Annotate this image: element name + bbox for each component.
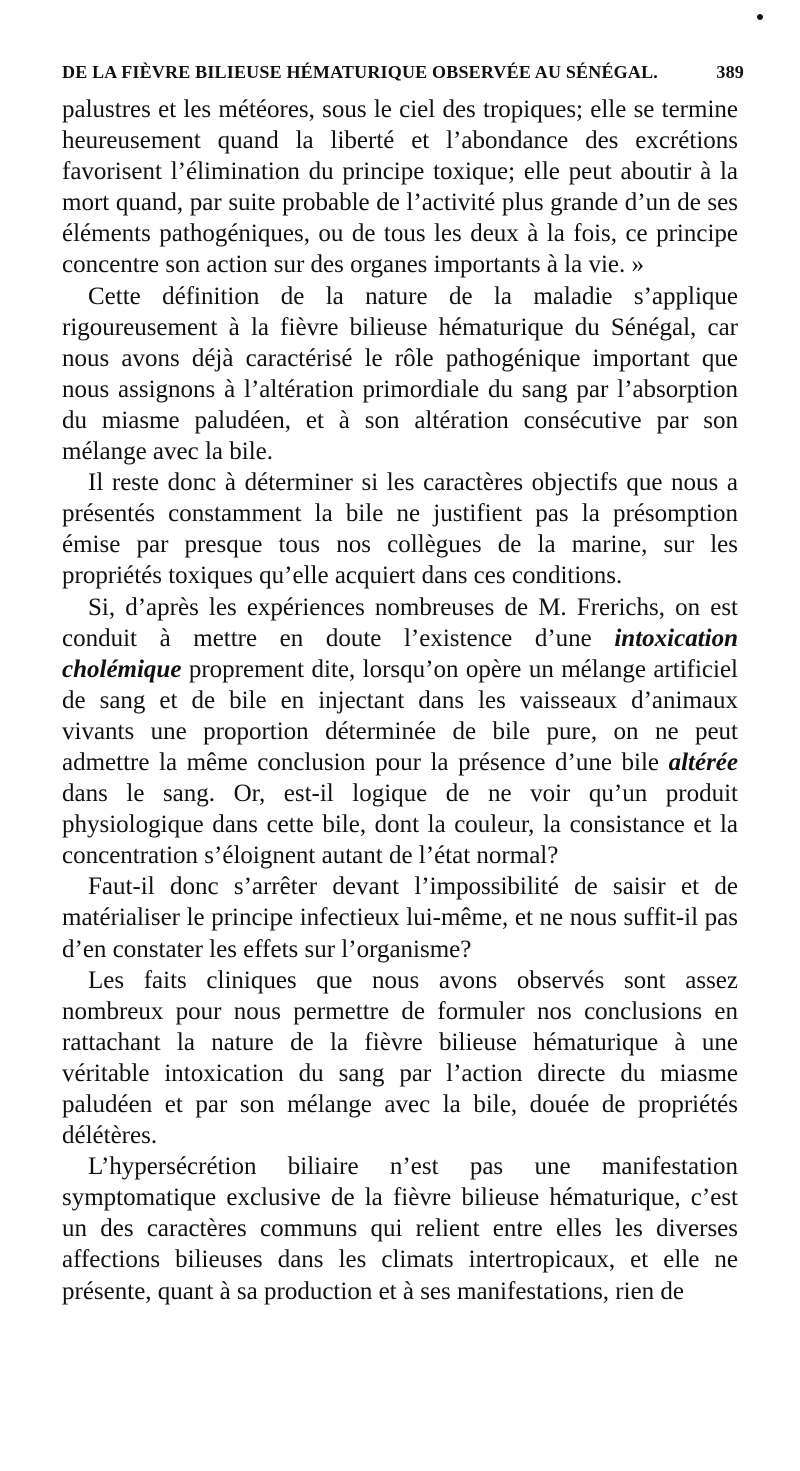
paragraph-4-text-b: proprement dite, lorsqu’on opère un mélange artificiel de sang et de bile en injectant dans les vaisseaux d’animaux vivants une proportion déterminée de bile pure, on ne peut admettre la même conclusion pour la présence d’une bile	[62, 655, 738, 776]
paragraph-5: Faut-il donc s’arrêter devant l’impossibilité de saisir et de matérialiser le principe infectieux lui-même, et ne nous suffit-il pas d’en constater les effets sur l’organisme?	[62, 873, 738, 963]
page-body	[62, 94, 738, 1307]
page-number: 389	[716, 62, 744, 82]
running-header	[62, 62, 744, 83]
paragraph-4-text-c: dans le sang. Or, est-il logique de ne voir qu’un produit physiologique dans cette bile, dont la couleur, la consistance et la concentration s’éloignent autant de l’état normal?	[62, 780, 738, 870]
paragraph-2: Cette définition de la nature de la maladie s’applique rigoureusement à la fièvre bilieuse hématurique du Sénégal, car nous avons déjà caractérisé le rôle pathogénique important que nous assignons à l’altération primordiale du sang par l’absorption du miasme paludéen, et à son altération consécutive par son mélange avec la bile.	[62, 282, 738, 466]
running-title: DE LA FIÈVRE BILIEUSE HÉMATURIQUE OBSERVÉE AU SÉNÉGAL.	[62, 62, 658, 82]
italic-term-alteree: altérée	[668, 748, 738, 776]
italic-term-intoxication: intoxication cholémique	[62, 624, 738, 683]
paragraph-6: Les faits cliniques que nous avons observés sont assez nombreux pour nous permettre de formuler nos conclusions en rattachant la nature de la fièvre bilieuse hématurique à une véritable intoxication du sang par l’action directe du miasme paludéen et par son mélange avec la bile, douée de propriétés délétères.	[62, 966, 738, 1150]
paragraph-4-text-a: Si, d’après les expériences nombreuses de M. Frerichs, on est conduit à mettre en doute l’existence d’une	[62, 593, 738, 652]
ink-speck	[757, 14, 763, 20]
paragraph-4	[62, 592, 738, 872]
paragraph-7: L’hypersécrétion biliaire n’est pas une manifestation symptomatique exclusive de la fièvre bilieuse hématurique, c’est un des caractères communs qui relient entre elles les diverses affections bilieuses dans les climats intertropicaux, et elle ne présente, quant à sa production et à ses manifestations, rien de	[62, 1153, 738, 1305]
paragraph-1: palustres et les météores, sous le ciel des tropiques; elle se termine heureusement quand la liberté et l’abondance des excrétions favorisent l’élimination du principe toxique; elle peut aboutir à la mort quand, par suite probable de l’activité plus grande d’un de ses éléments pathogéniques, ou de tous les deux à la fois, ce principe concentre son action sur des organes importants à la vie. »	[62, 96, 738, 279]
paragraph-3: Il reste donc à déterminer si les caractères objectifs que nous a présentés constamment la bile ne justifient pas la présomption émise par presque tous nos collègues de la marine, sur les propriétés toxiques qu’elle acquiert dans ces conditions.	[62, 469, 738, 590]
